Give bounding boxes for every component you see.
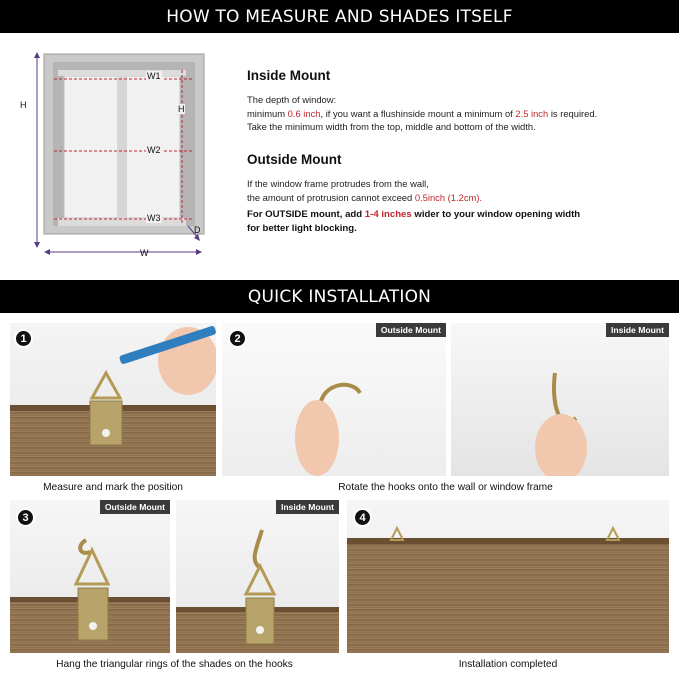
label-w: W: [140, 248, 149, 258]
step2-inside-hook-hand: [451, 323, 669, 476]
inside-text-c: , if you want a flushinside mount a minimum of: [320, 107, 516, 119]
installation-title: QUICK INSTALLATION: [247, 286, 432, 307]
step4-caption: Installation completed: [458, 659, 558, 670]
step3-inside-ring-hook: [176, 500, 339, 653]
step4-badge: 4: [353, 508, 372, 527]
step3-caption: Hang the triangular rings of the shades on the hooks: [56, 659, 293, 670]
window-illustration: [20, 48, 220, 263]
step1-badge: 1: [14, 329, 33, 348]
step3-ring-hook: [10, 500, 170, 653]
measure-title: HOW TO MEASURE AND SHADES ITSELF: [166, 6, 513, 27]
step2-badge: 2: [228, 329, 247, 348]
step3-photo-outside: [10, 500, 170, 653]
outside-mount-title: Outside Mount: [247, 152, 342, 167]
measure-banner: [0, 0, 679, 33]
outside-bold-c: wider to your window opening width: [411, 209, 581, 220]
step2-photo-outside: [222, 323, 446, 476]
inside-flush-depth: 2.5 inch: [515, 107, 549, 119]
inside-mount-line1: The depth of window:: [247, 94, 337, 105]
label-h-outer: H: [20, 100, 27, 110]
outside-mount-line4: for better light blocking.: [247, 222, 357, 234]
inside-text-a: minimum: [247, 107, 288, 119]
inside-mount-line2: [247, 107, 667, 121]
step2-hook-hand: [222, 323, 446, 476]
step1-bracket-hand: [10, 323, 216, 476]
step2-tag-outside: Outside Mount: [376, 323, 446, 337]
installation-banner: [0, 280, 679, 313]
step1-photo: [10, 323, 216, 476]
outside-mount-line2: [247, 191, 667, 205]
step2-caption: Rotate the hooks onto the wall or window frame: [338, 482, 553, 493]
label-w3: W3: [147, 213, 161, 223]
label-w2: W2: [147, 145, 161, 155]
label-h-inner: H: [178, 104, 185, 114]
label-w1: W1: [147, 71, 161, 81]
step4-photo: [347, 500, 669, 653]
outside-text-a: the amount of protrusion cannot exceed: [247, 191, 415, 203]
step1-caption: Measure and mark the position: [43, 482, 183, 493]
window-diagram: [20, 48, 220, 263]
inside-text-e: is required.: [548, 107, 598, 119]
step2-photo-inside: [451, 323, 669, 476]
step2-tag-inside: Inside Mount: [606, 323, 669, 337]
outside-extra-width: 1-4 inches: [364, 209, 412, 220]
step3-badge: 3: [16, 508, 35, 527]
inside-mount-line3: Take the minimum width from the top, middle and bottom of the width.: [247, 121, 536, 132]
outside-mount-line1: If the window frame protrudes from the wall,: [247, 178, 429, 189]
outside-bold-a: For OUTSIDE mount, add: [247, 209, 365, 220]
outside-mount-line3: [247, 208, 667, 222]
step3-tag-inside: Inside Mount: [276, 500, 339, 514]
label-d: D: [194, 225, 201, 235]
inside-min-depth: 0.6 inch: [287, 107, 321, 119]
inside-mount-title: Inside Mount: [247, 68, 331, 83]
step3-photo-inside: [176, 500, 339, 653]
inside-mount-section: [247, 68, 667, 134]
step4-installed-shade: [347, 500, 669, 653]
outside-mount-section: [247, 152, 667, 235]
outside-max-protrusion: 0.5inch (1.2cm).: [414, 191, 483, 203]
step3-tag-outside: Outside Mount: [100, 500, 170, 514]
